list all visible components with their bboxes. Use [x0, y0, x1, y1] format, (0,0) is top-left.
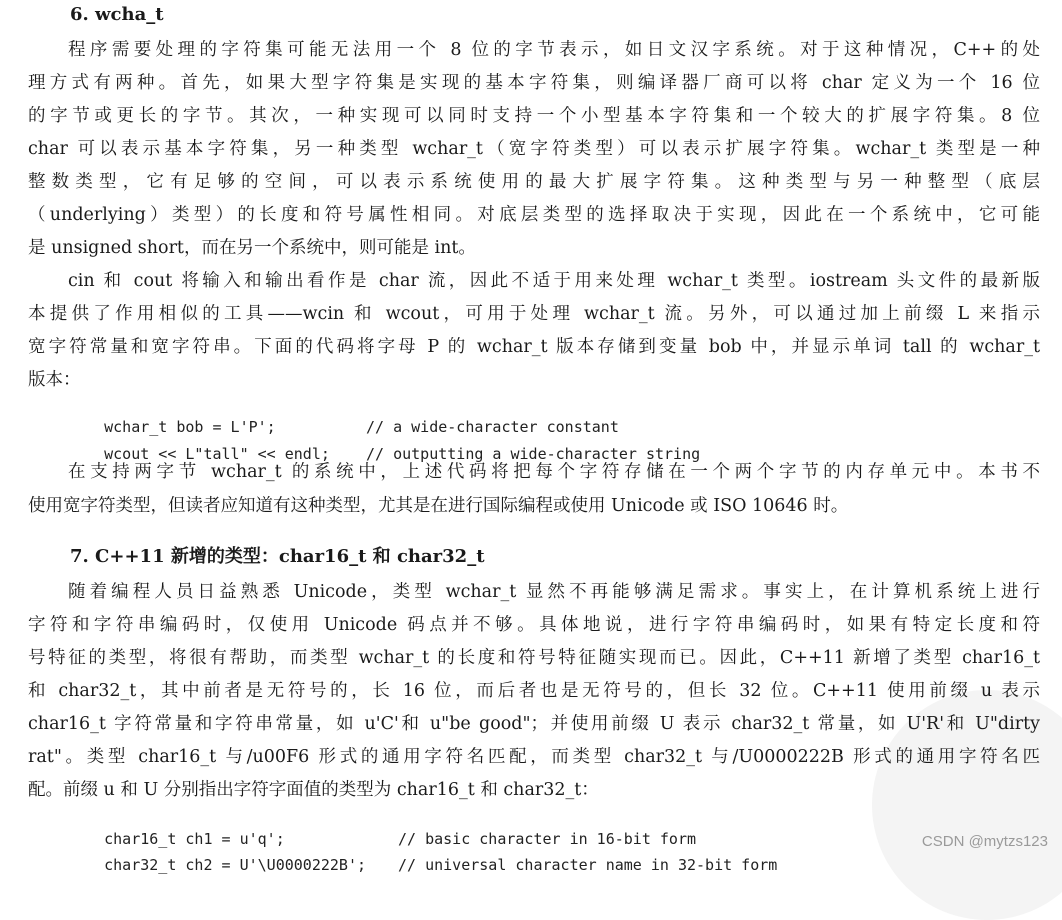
s6-para1-line: 整数类型，它有足够的空间，可以表示系统使用的最大扩展字符集。这种类型与另一种整型（底层 [28, 172, 1040, 192]
code-comment: // a wide-character constant [366, 418, 619, 436]
s6-para3-line: 在支持两字节 wchar_t 的系统中，上述代码将把每个字符存储在一个两个字节的内存单元中。本书不 [68, 462, 1040, 482]
s7-para1-line: char16_t 字符常量和字符串常量，如 u'C'和 u"be good"；并使用前缀 U 表示 char32_t 常量，如 U'R'和 U"dirty [28, 714, 1040, 734]
s6-para1-line: 是 unsigned short，而在另一个系统中，则可能是 int。 [28, 238, 476, 258]
s6-para2-line: 宽字符常量和宽字符串。下面的代码将字母 P 的 wchar_t 版本存储到变量 bob 中，并显示单词 tall 的 wchar_t [28, 337, 1040, 357]
s6-para1-line: 程序需要处理的字符集可能无法用一个 8 位的字节表示，如日文汉字系统。对于这种情况，C++的处 [68, 40, 1040, 60]
code-comment: // basic character in 16-bit form [398, 830, 697, 848]
code-statement: wchar_t bob = L'P'; [104, 418, 276, 436]
code-comment: // universal character name in 32-bit form [398, 856, 778, 874]
s6-para1-line: 的字节或更长的字节。其次，一种实现可以同时支持一个小型基本字符集和一个较大的扩展字符集。8 位 [28, 106, 1040, 126]
s7-para1-line: 配。前缀 u 和 U 分别指出字符字面值的类型为 char16_t 和 char32_t： [28, 780, 599, 800]
s6-para1-line: char 可以表示基本字符集，另一种类型 wchar_t（宽字符类型）可以表示扩展字符集。wchar_t 类型是一种 [28, 139, 1040, 159]
s7-para1-line: 和 char32_t，其中前者是无符号的，长 16 位，而后者也是无符号的，但长 32 位。C++11 使用前缀 u 表示 [28, 681, 1040, 701]
s6-para2-line: 本提供了作用相似的工具——wcin 和 wcout，可用于处理 wchar_t 流。另外，可以通过加上前缀 L 来指示 [28, 304, 1040, 324]
s6-para1-line: （underlying）类型）的长度和符号属性相同。对底层类型的选择取决于实现，因此在一个系统中，它可能 [28, 205, 1040, 225]
s7-para1-line: 号特征的类型，将很有帮助，而类型 wchar_t 的长度和符号特征随实现而已。因此，C++11 新增了类型 char16_t [28, 648, 1040, 668]
csdn-watermark: CSDN @mytzs123 [921, 833, 1048, 850]
s6-para2-line: 版本： [28, 370, 81, 390]
code-statement: char16_t ch1 = u'q'; [104, 830, 285, 848]
s7-para1-line: 字符和字符串编码时，仅使用 Unicode 码点并不够。具体地说，进行字符串编码时，如果有特定长度和符 [28, 615, 1040, 635]
s7-para1-line: rat"。类型 char16_t 与/u00F6 形式的通用字符名匹配，而类型 char32_t 与/U0000222B 形式的通用字符名匹 [28, 747, 1040, 767]
s6-para3-line: 使用宽字符类型，但读者应知道有这种类型，尤其是在进行国际编程或使用 Unicode 或 ISO 10646 时。 [28, 496, 849, 516]
s6-para2-line: cin 和 cout 将输入和输出看作是 char 流，因此不适于用来处理 wchar_t 类型。iostream 头文件的最新版 [68, 271, 1040, 291]
section-7-heading: 7. C++11 新增的类型：char16_t 和 char32_t [70, 546, 485, 567]
code-comment: // outputting a wide-character string [366, 445, 701, 463]
section-6-heading: 6. wcha_t [70, 4, 164, 25]
s7-para1-line: 随着编程人员日益熟悉 Unicode，类型 wchar_t 显然不再能够满足需求。事实上，在计算机系统上进行 [68, 582, 1040, 602]
code-statement: wcout << L"tall" << endl; [104, 445, 330, 463]
s6-para1-line: 理方式有两种。首先，如果大型字符集是实现的基本字符集，则编译器厂商可以将 char 定义为一个 16 位 [28, 73, 1040, 93]
code-statement: char32_t ch2 = U'\U0000222B'; [104, 856, 367, 874]
